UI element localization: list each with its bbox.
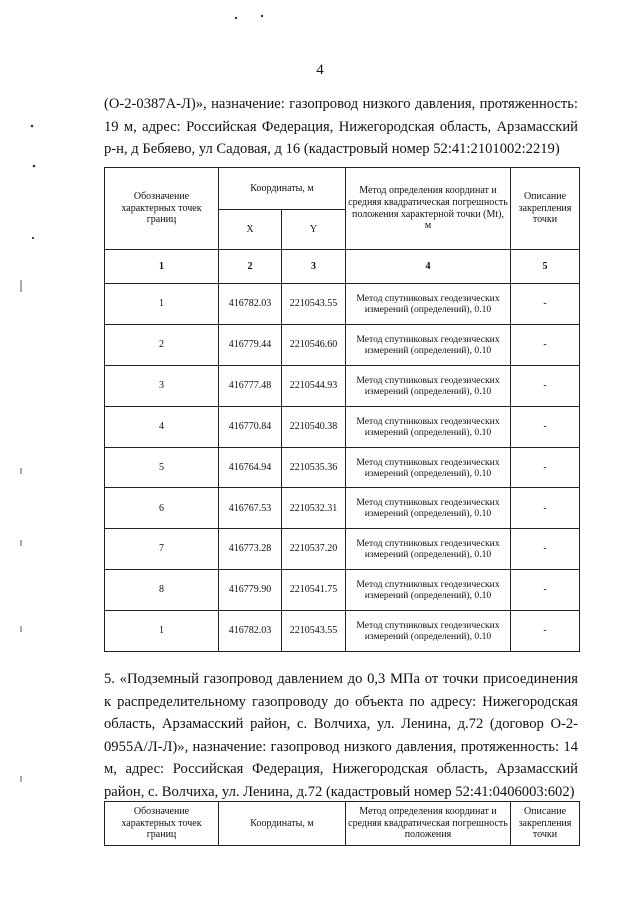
y-cell: 2210532.31	[282, 488, 346, 529]
method-cell: Метод спутниковых геодезических измерений (определений), 0.10	[346, 447, 511, 488]
column-number-1: 1	[105, 250, 219, 284]
coordinates-table-body	[105, 284, 580, 652]
description-cell: -	[511, 284, 580, 325]
x-cell: 416779.90	[219, 570, 282, 611]
paragraph-1: (О-2-0387А-Л)», назначение: газопровод низкого давления, протяженность: 19 м, адрес: Российская Федерация, Нижегородская область, Арзамасский р-н, д Бебяево, ул Садовая, д 16 (кадастровый номер 52:41:2101002:2219)	[104, 96, 578, 157]
column-number-2: 2	[219, 250, 282, 284]
method-cell: Метод спутниковых геодезических измерений (определений), 0.10	[346, 324, 511, 365]
x-cell: 416779.44	[219, 324, 282, 365]
scan-speck	[31, 125, 34, 128]
header-designation: Обозначение характерных точек границ	[105, 168, 219, 250]
point-cell: 1	[105, 611, 219, 652]
header-designation: Обозначение характерных точек границ	[105, 802, 219, 846]
scan-speck	[235, 17, 237, 19]
point-cell: 6	[105, 488, 219, 529]
header-coordinates: Координаты, м	[219, 802, 346, 846]
page-number: 4	[316, 62, 324, 78]
description-cell: -	[511, 406, 580, 447]
method-cell: Метод спутниковых геодезических измерений (определений), 0.10	[346, 284, 511, 325]
paragraph-2: 5. «Подземный газопровод давлением до 0,3 МПа от точки присоединения к распределительному газопроводу до объекта по адресу: Нижегородская область, Арзамасский район, с. Волчиха, ул. Ленина, д.72 (договор О-2-0955А/Л-Л)», назначение: газопровод низкого давления, протяженность: 14 м, адрес: Российская Федерация, Нижегородская область, Арзамасский район, с. Волчиха, ул. Ленина, д.72 (кадастровый номер 52:41:0406003:602)	[104, 671, 578, 800]
column-number-3: 3	[282, 250, 346, 284]
x-cell: 416782.03	[219, 284, 282, 325]
table-row	[105, 324, 580, 365]
y-cell: 2210535.36	[282, 447, 346, 488]
header-description: Описание закрепления точки	[511, 168, 580, 250]
scan-speck	[261, 15, 263, 17]
x-cell: 416764.94	[219, 447, 282, 488]
point-cell: 4	[105, 406, 219, 447]
header-x: X	[219, 210, 282, 250]
coordinates-table-1	[104, 167, 580, 652]
x-cell: 416773.28	[219, 529, 282, 570]
x-cell: 416767.53	[219, 488, 282, 529]
table-row	[105, 447, 580, 488]
y-cell: 2210540.38	[282, 406, 346, 447]
y-cell: 2210543.55	[282, 284, 346, 325]
table-row	[105, 611, 580, 652]
description-cell: -	[511, 447, 580, 488]
header-coordinates: Координаты, м	[219, 168, 346, 210]
description-cell: -	[511, 488, 580, 529]
method-cell: Метод спутниковых геодезических измерений (определений), 0.10	[346, 488, 511, 529]
point-cell: 2	[105, 324, 219, 365]
description-cell: -	[511, 529, 580, 570]
header-y: Y	[282, 210, 346, 250]
x-cell: 416782.03	[219, 611, 282, 652]
y-cell: 2210543.55	[282, 611, 346, 652]
table-row	[105, 488, 580, 529]
description-cell: -	[511, 611, 580, 652]
table-row	[105, 284, 580, 325]
x-cell: 416770.84	[219, 406, 282, 447]
y-cell: 2210537.20	[282, 529, 346, 570]
point-cell: 5	[105, 447, 219, 488]
column-number-4: 4	[346, 250, 511, 284]
table-row	[105, 406, 580, 447]
point-cell: 7	[105, 529, 219, 570]
description-cell: -	[511, 570, 580, 611]
header-description: Описание закрепления точки	[511, 802, 580, 846]
header-method: Метод определения координат и средняя квадратическая погрешность положения характерной точки (Mt), м	[346, 168, 511, 250]
y-cell: 2210544.93	[282, 365, 346, 406]
description-cell: -	[511, 365, 580, 406]
point-cell: 3	[105, 365, 219, 406]
point-cell: 8	[105, 570, 219, 611]
x-cell: 416777.48	[219, 365, 282, 406]
coordinates-table-2	[104, 801, 580, 846]
method-cell: Метод спутниковых геодезических измерений (определений), 0.10	[346, 406, 511, 447]
method-cell: Метод спутниковых геодезических измерений (определений), 0.10	[346, 365, 511, 406]
scan-speck	[32, 237, 34, 239]
description-cell: -	[511, 324, 580, 365]
scan-speck	[33, 165, 36, 168]
point-cell: 1	[105, 284, 219, 325]
column-number-5: 5	[511, 250, 580, 284]
method-cell: Метод спутниковых геодезических измерений (определений), 0.10	[346, 529, 511, 570]
y-cell: 2210546.60	[282, 324, 346, 365]
method-cell: Метод спутниковых геодезических измерений (определений), 0.10	[346, 611, 511, 652]
method-cell: Метод спутниковых геодезических измерений (определений), 0.10	[346, 570, 511, 611]
table-row	[105, 529, 580, 570]
table-row	[105, 365, 580, 406]
header-method: Метод определения координат и средняя квадратическая погрешность положения	[346, 802, 511, 846]
table-row	[105, 570, 580, 611]
y-cell: 2210541.75	[282, 570, 346, 611]
